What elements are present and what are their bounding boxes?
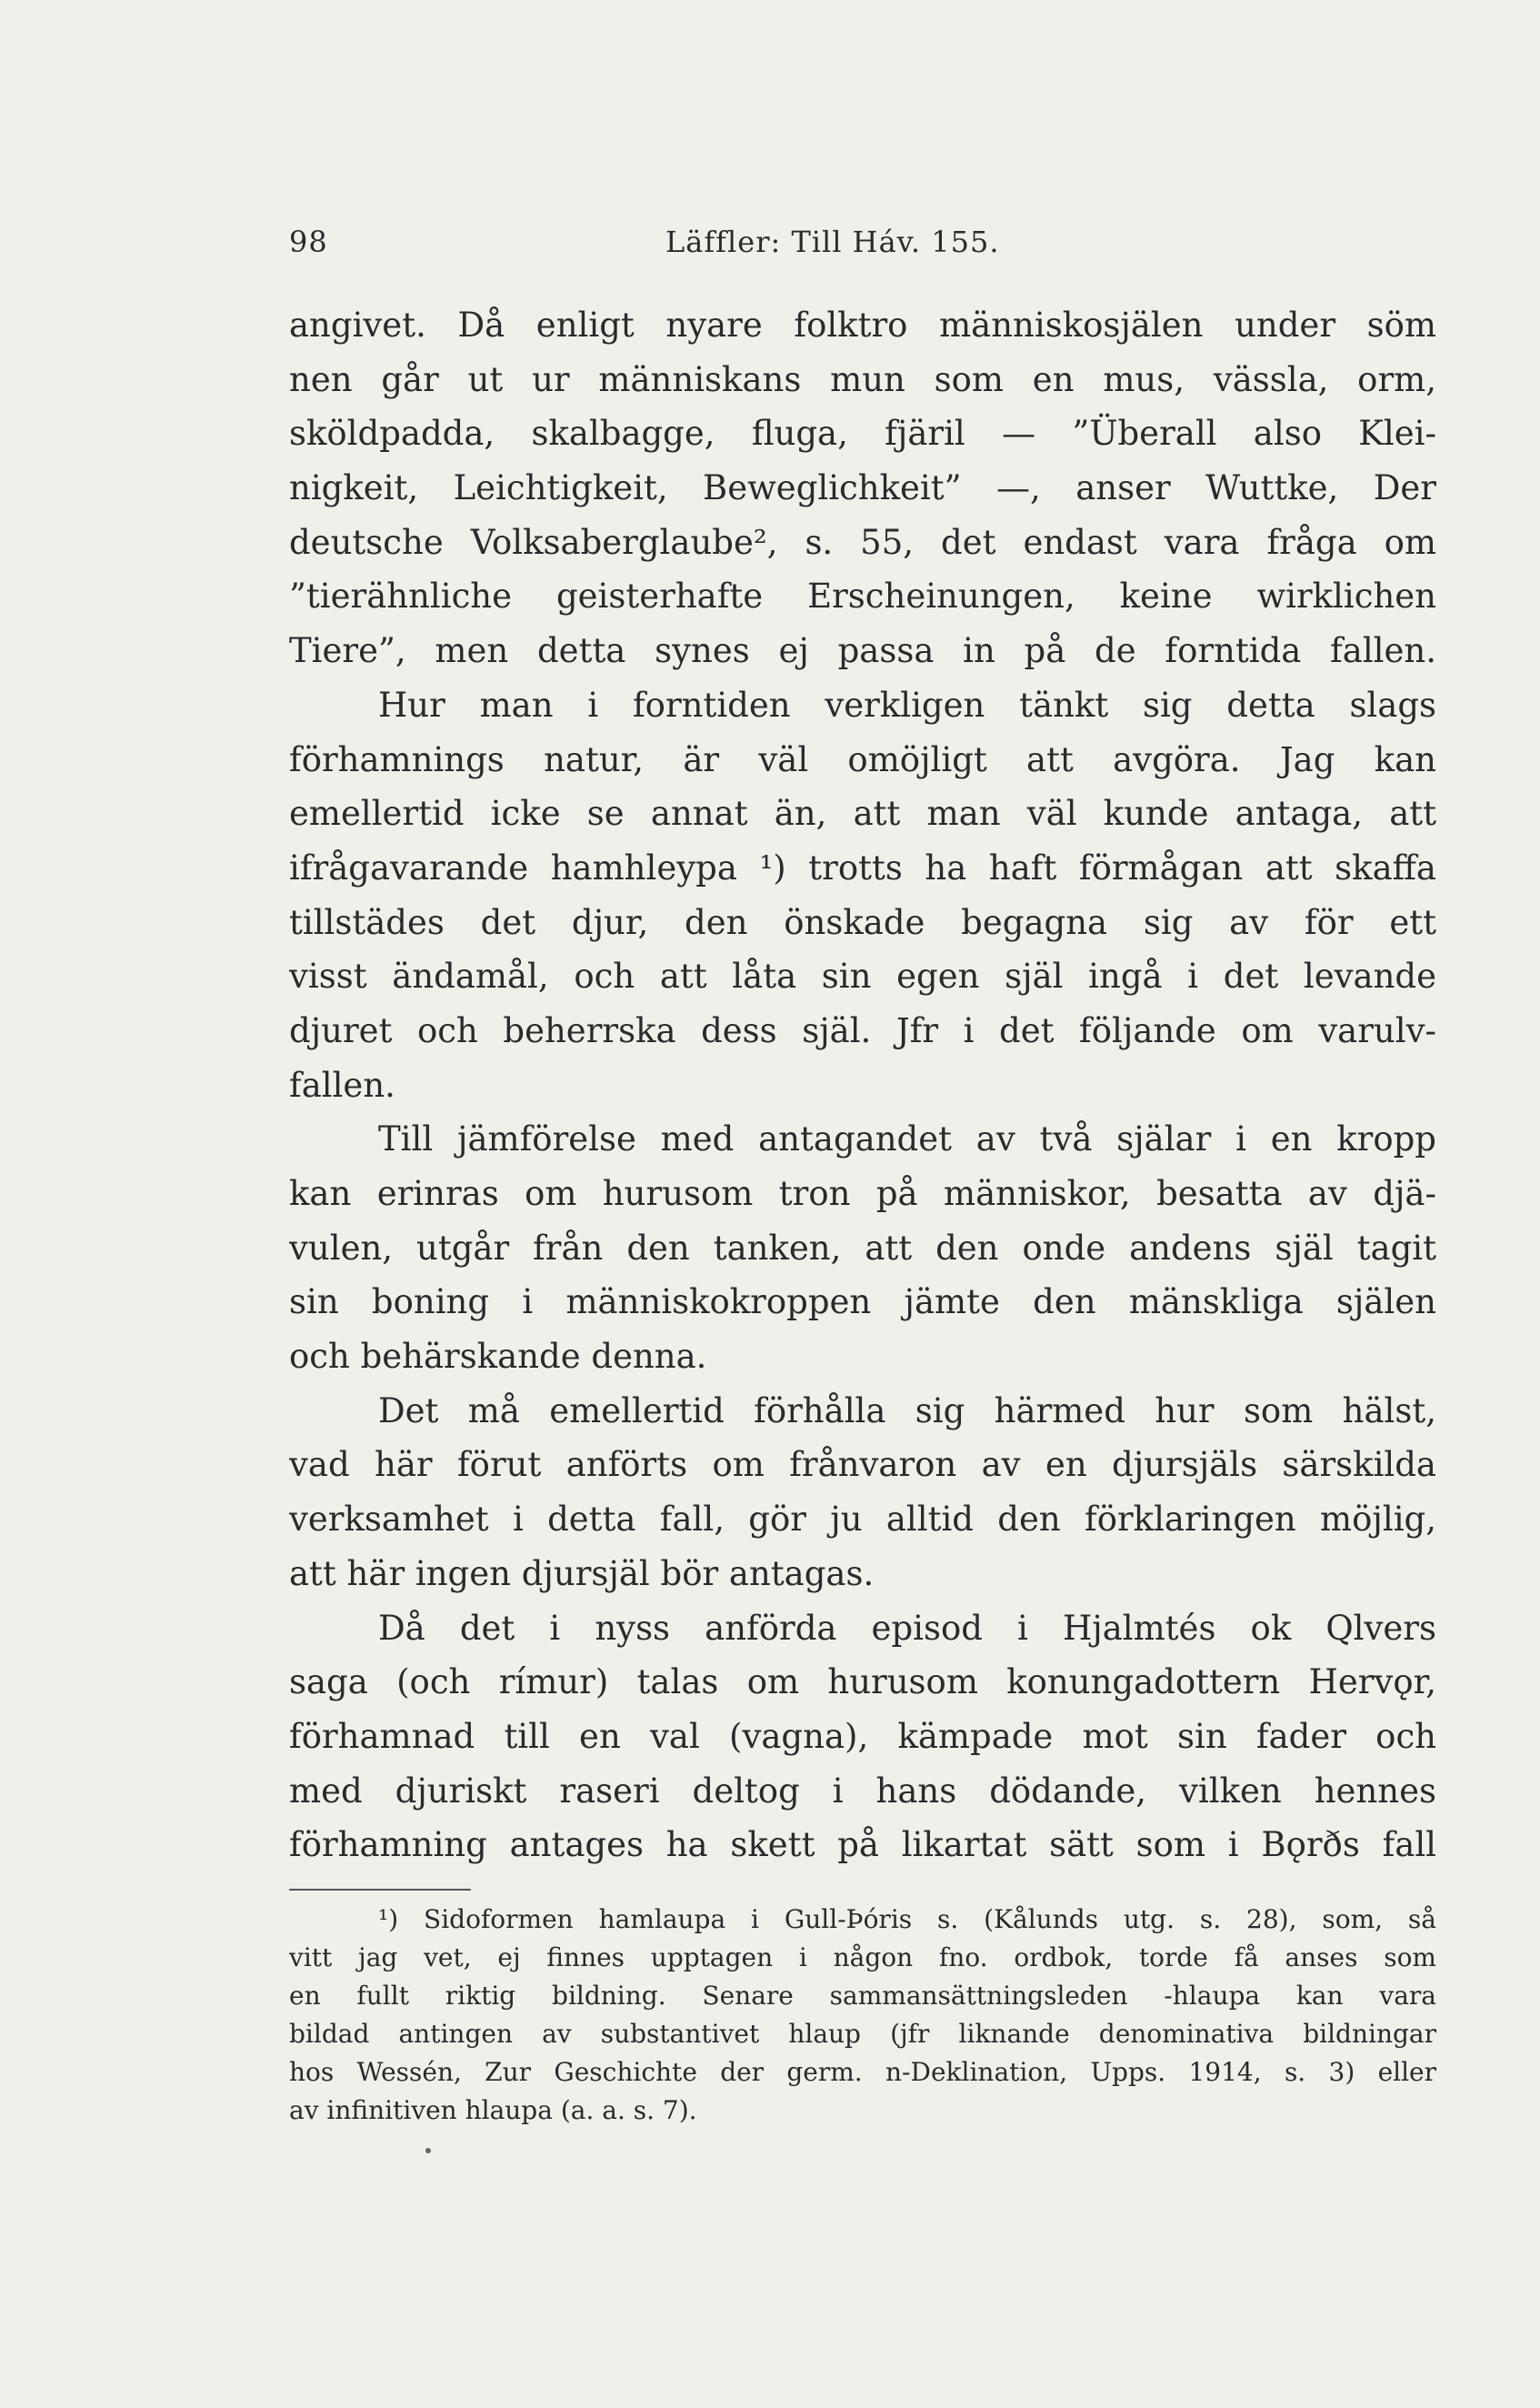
body-line: sköldpadda, skalbagge, fluga, fjäril — ”Überall also Klei-	[289, 414, 1436, 454]
body-line: emellertid icke se annat än, att man väl kunde antaga, att	[289, 794, 1436, 834]
body-line: med djuriskt raseri deltog i hans dödande, vilken hennes	[289, 1771, 1436, 1811]
body-line: förhamning antages ha skett på likartat sätt som i Bǫrðs fall	[289, 1825, 1436, 1865]
body-line: att här ingen djursjäl bör antagas.	[289, 1553, 875, 1593]
body-line: vad här förut anförts om frånvaron av en djursjäls särskilda	[289, 1445, 1436, 1485]
body-line: Då det i nyss anförda episod i Hjalmtés ok Qlvers	[378, 1608, 1436, 1648]
body-line: nigkeit, Leichtigkeit, Beweglichkeit” —, anser Wuttke, Der	[289, 468, 1436, 508]
body-line: nen går ut ur människans mun som en mus, vässla, orm,	[289, 359, 1436, 399]
body-line: Hur man i forntiden verkligen tänkt sig detta slags	[378, 685, 1436, 725]
body-text	[289, 298, 1436, 1872]
body-line: verksamhet i detta fall, gör ju alltid den förklaringen möjlig,	[289, 1500, 1436, 1540]
body-line: förhamnad till en val (vagna), kämpade mot sin fader och	[289, 1716, 1436, 1756]
body-line: angivet. Då enligt nyare folktro människosjälen under söm	[289, 306, 1436, 345]
footnote-line: ¹) Sidoformen hamlaupa i Gull-Þóris s. (Kålunds utg. s. 28), som, så	[378, 1904, 1436, 1934]
footnote-line: vitt jag vet, ej finnes upptagen i någon fno. ordbok, torde få anses som	[289, 1942, 1436, 1972]
body-line: ”tierähnliche geisterhafte Erscheinungen, keine wirklichen	[289, 577, 1436, 617]
page-number: 98	[289, 225, 328, 259]
page-header	[289, 224, 1436, 260]
body-line: vulen, utgår från den tanken, att den onde andens själ tagit	[289, 1228, 1436, 1268]
body-line: fallen.	[289, 1065, 395, 1105]
body-line: kan erinras om hurusom tron på människor, besatta av djä-	[289, 1174, 1436, 1213]
body-line: tillstädes det djur, den önskade begagna sig av för ett	[289, 902, 1436, 942]
body-line: och behärskande denna.	[289, 1337, 707, 1377]
body-line: ifrågavarande hamhleypa ¹) trotts ha haft förmågan att skaffa	[289, 848, 1436, 888]
body-line: deutsche Volksaberglaube², s. 55, det endast vara fråga om	[289, 522, 1436, 562]
footnotes	[289, 1901, 1436, 2130]
footnote-line: av infinitiven hlaupa (a. a. s. 7).	[289, 2095, 697, 2125]
body-line: visst ändamål, och att låta sin egen själ ingå i det levande	[289, 957, 1436, 997]
body-line: förhamnings natur, är väl omöjligt att avgöra. Jag kan	[289, 739, 1436, 779]
footnote-line: bildad antingen av substantivet hlaup (jfr liknande denominativa bildningar	[289, 2019, 1436, 2049]
body-line: djuret och beherrska dess själ. Jfr i det följande om varulv-	[289, 1010, 1436, 1050]
footnote-line: hos Wessén, Zur Geschichte der germ. n-Deklination, Upps. 1914, s. 3) eller	[289, 2057, 1436, 2087]
footnote-divider	[289, 1889, 471, 1891]
footnote-line: en fullt riktig bildning. Senare sammansättningsleden -hlaupa kan vara	[289, 1981, 1436, 2011]
body-line: sin boning i människokroppen jämte den mänskliga själen	[289, 1282, 1436, 1322]
print-speck	[425, 2148, 431, 2153]
body-line: Till jämförelse med antagandet av två själar i en kropp	[378, 1119, 1436, 1159]
body-line: Tiere”, men detta synes ej passa in på de forntida fallen.	[289, 631, 1436, 671]
body-line: saga (och rímur) talas om hurusom konungadottern Hervǫr,	[289, 1662, 1436, 1702]
body-line: Det må emellertid förhålla sig härmed hur som hälst,	[378, 1390, 1436, 1430]
running-title: Läffler: Till Háv. 155.	[665, 225, 1000, 259]
